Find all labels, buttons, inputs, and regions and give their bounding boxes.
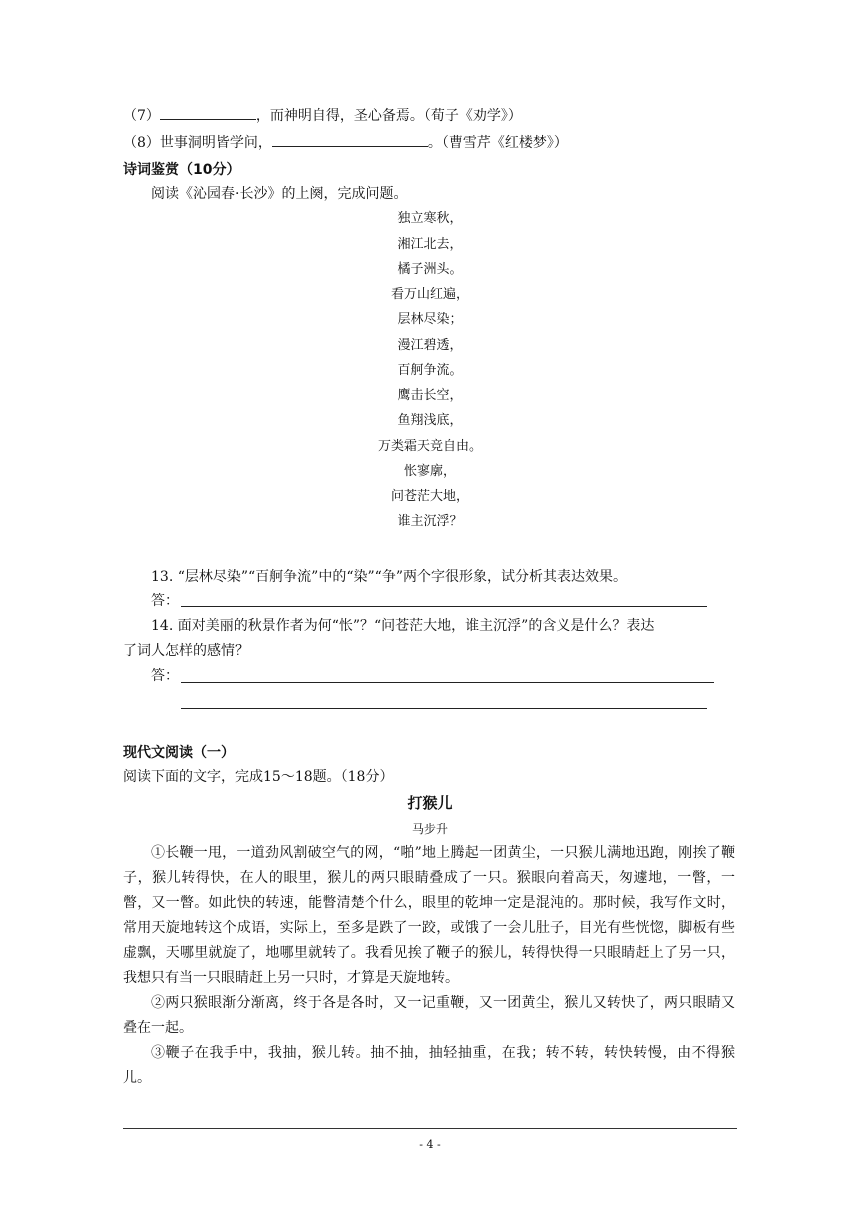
question-13: 13. “层林尽染”“百舸争流”中的“染”“争”两个字很形象，试分析其表达效果。 (151, 569, 627, 585)
article-author: 马步升 (411, 822, 448, 836)
blank-7 (160, 105, 256, 120)
page-number: - 4 - (419, 1138, 441, 1151)
poem-line-1: 独立寒秋， (397, 211, 463, 226)
article-paragraph-2: ②两只猴眼渐分渐离，终于各是各时，又一记重鞭，又一团黄尘，猴儿又转快了，两只眼睛又叠在一起。 (123, 995, 735, 1036)
footer-divider (123, 1128, 737, 1129)
answer-14-line-2 (181, 708, 707, 709)
answer-13-label: 答： (151, 593, 179, 609)
poetry-heading: 诗词鉴赏（10分） (123, 162, 241, 178)
article-title: 打猴儿 (407, 794, 453, 812)
question-14-line-1: 14. 面对美丽的秋景作者为何“怅”？“问苍茫大地，谁主沉浮”的含义是什么？表达 (151, 618, 655, 634)
poem-line-7: 百舸争流。 (397, 363, 463, 378)
poem-line-6: 漫江碧透， (397, 338, 463, 353)
item-8 (123, 132, 568, 154)
item-8-text-start: （8）世事洞明皆学问， (123, 135, 272, 151)
poem-line-10: 万类霜天竞自由。 (377, 439, 482, 454)
poem-line-12: 问苍茫大地， (390, 489, 469, 504)
answer-14-label: 答： (151, 668, 179, 684)
answer-13-line (181, 606, 707, 607)
poem-line-5: 层林尽染； (397, 312, 463, 327)
article-paragraph-1: ①长鞭一甩，一道劲风割破空气的网，“啪”地上腾起一团黄尘，一只猴儿满地迅跑，刚挨了鞭子，猴儿转得快，在人的眼里，猴儿的两只眼睛叠成了一只。猴眼向着高天，匆遽地，一瞥，一瞥，又一瞥。如此快的转速，能瞥清楚个什么，眼里的乾坤一定是混沌的。那时候，我写作文时，常用天旋地转这个成语，实际上，至多是跌了一跤，或饿了一会儿肚子，目光有些恍惚，脚板有些虚飘，天哪里就旋了，地哪里就转了。我看见挨了鞭子的猴儿，转得快得一只眼睛赶上了另一只，我想只有当一只眼睛赶上另一只时，才算是天旋地转。 (123, 845, 735, 986)
article-paragraph-3: ③鞭子在我手中，我抽，猴儿转。抽不抽，抽轻抽重，在我；转不转，转快转慢，由不得猴儿。 (123, 1045, 735, 1086)
poem-line-2: 湘江北去， (397, 237, 463, 252)
modern-reading-heading: 现代文阅读（一） (123, 745, 235, 761)
poem-line-11: 怅寥廓， (403, 464, 456, 479)
question-14-line-2: 了词人怎样的感情？ (123, 643, 249, 659)
poem-line-4: 看万山红遍， (390, 287, 469, 302)
item-7-number: （7） (123, 108, 160, 124)
item-7-text: ，而神明自得，圣心备焉。（荀子《劝学》） (255, 108, 522, 124)
poem-line-9: 鱼翔浅底， (397, 413, 463, 428)
poetry-instruction: 阅读《沁园春·长沙》的上阕，完成问题。 (151, 186, 408, 202)
poem-line-8: 鹰击长空， (397, 388, 463, 403)
blank-8 (272, 132, 428, 147)
answer-14-line-1 (181, 682, 714, 683)
poem-line-3: 橘子洲头。 (397, 262, 463, 277)
poem-line-13: 谁主沉浮？ (397, 514, 463, 529)
item-7 (123, 105, 522, 127)
item-8-text-end: 。（曹雪芹《红楼梦》） (427, 135, 568, 151)
modern-reading-instruction: 阅读下面的文字，完成15～18题。（18分） (123, 769, 394, 785)
